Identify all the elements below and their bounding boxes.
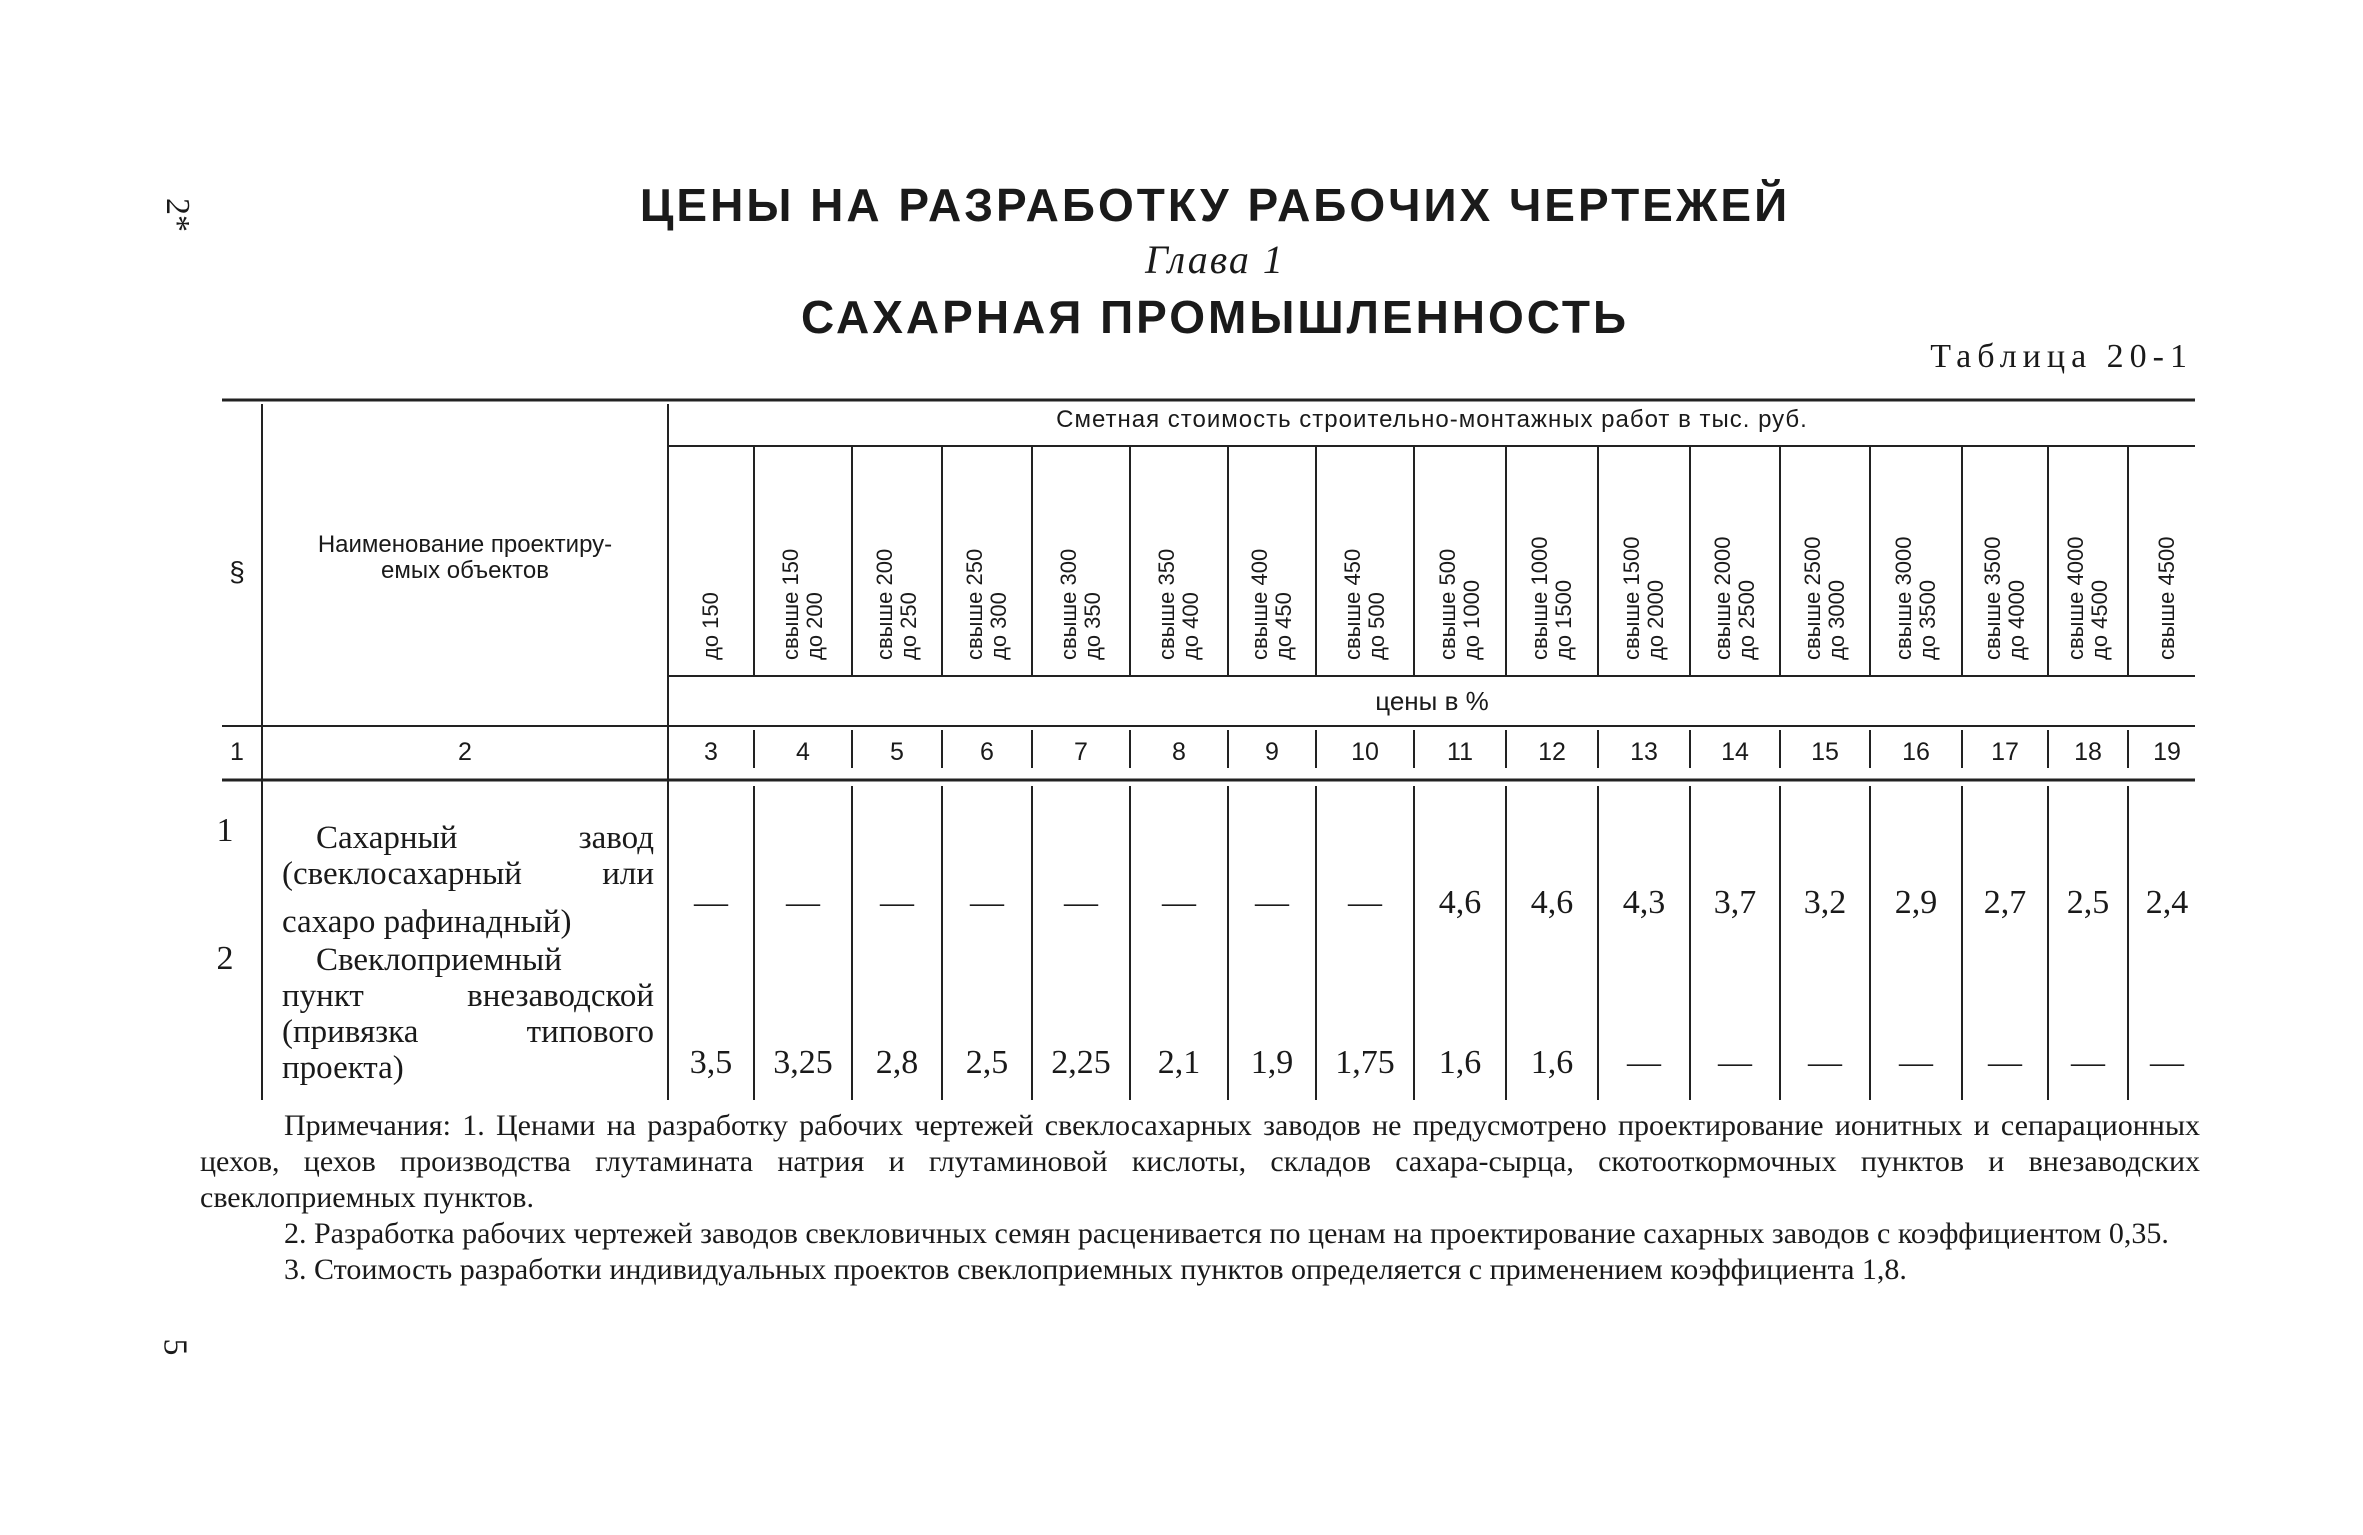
price-value: — [2071, 1044, 2105, 1081]
price-value: — [1064, 884, 1098, 921]
note-3: 3. Стоимость разработки индивидуальных проектов свеклоприемных пунктов определяется с применением коэффициента 1,8. [284, 1253, 1907, 1286]
object-name-line: сахаро рафинадный) [282, 904, 572, 940]
object-name-line: Сахарный завод [316, 820, 654, 856]
section-symbol-header: § [229, 556, 245, 587]
note-2: 2. Разработка рабочих чертежей заводов свекловичных семян расценивается по ценам на проектирование сахарных заводов с коэффициентом 0,35. [284, 1217, 2169, 1250]
column-number: 4 [796, 738, 810, 766]
price-value: — [880, 884, 914, 921]
price-value: — [1255, 884, 1289, 921]
column-number: 14 [1721, 738, 1749, 766]
price-value: 1,9 [1250, 1044, 1294, 1081]
column-number: 7 [1074, 738, 1088, 766]
price-value: 1,6 [1530, 1044, 1574, 1081]
column-number: 17 [1991, 738, 2019, 766]
page-mark-top: 2* [159, 198, 196, 232]
cost-column-header: свыше 3500 до 4000 [1980, 536, 2029, 660]
price-value: 2,4 [2145, 884, 2189, 921]
cost-column-header: свыше 400 до 450 [1247, 548, 1296, 660]
price-value: 3,5 [689, 1044, 733, 1081]
price-value: 4,6 [1530, 884, 1574, 921]
column-number: 12 [1538, 738, 1566, 766]
object-name-line: Свеклоприемный [316, 942, 562, 978]
price-value: — [786, 884, 820, 921]
price-value: 2,5 [965, 1044, 1009, 1081]
column-number: 1 [230, 738, 244, 766]
row-number: 2 [216, 940, 234, 977]
price-value: — [1162, 884, 1196, 921]
cost-column-header: свыше 250 до 300 [962, 548, 1011, 660]
row-number: 1 [216, 812, 234, 849]
cost-column-header: свыше 1500 до 2000 [1619, 536, 1668, 660]
price-value: 2,9 [1894, 884, 1938, 921]
document-title: ЦЕНЫ НА РАЗРАБОТКУ РАБОЧИХ ЧЕРТЕЖЕЙ [639, 179, 1791, 231]
price-value: — [970, 884, 1004, 921]
cost-column-header: свыше 300 до 350 [1056, 548, 1105, 660]
column-number: 10 [1351, 738, 1379, 766]
price-value: 1,6 [1438, 1044, 1482, 1081]
price-value: 4,3 [1622, 884, 1666, 921]
price-value: — [1899, 1044, 1933, 1081]
price-value: — [1718, 1044, 1752, 1081]
cost-column-header: свыше 1000 до 1500 [1527, 536, 1576, 660]
object-name-line: (свеклосахарный или [282, 856, 654, 892]
price-value: 1,75 [1335, 1044, 1395, 1081]
price-value: 2,5 [2066, 884, 2110, 921]
price-value: — [1627, 1044, 1661, 1081]
cost-column-header: до 150 [698, 592, 723, 660]
column-number: 3 [704, 738, 718, 766]
column-number: 9 [1265, 738, 1279, 766]
page-number: 5 [156, 1338, 194, 1356]
column-number: 2 [458, 738, 472, 766]
cost-column-header: свыше 350 до 400 [1154, 548, 1203, 660]
chapter-heading: Глава 1 [1145, 237, 1285, 282]
price-value: 3,7 [1713, 884, 1757, 921]
cost-column-header: свыше 200 до 250 [872, 548, 921, 660]
column-number: 15 [1811, 738, 1839, 766]
cost-column-header: свыше 4000 до 4500 [2063, 536, 2112, 660]
price-value: 4,6 [1438, 884, 1482, 921]
price-value: — [1808, 1044, 1842, 1081]
price-value: — [694, 884, 728, 921]
notes-block [200, 1108, 2200, 1288]
price-value: — [1988, 1044, 2022, 1081]
price-value: — [1348, 884, 1382, 921]
column-number: 16 [1902, 738, 1930, 766]
column-number: 8 [1172, 738, 1186, 766]
column-number: 5 [890, 738, 904, 766]
object-name-header: Наименование проектиру- емых объектов [317, 531, 613, 584]
object-name [282, 820, 654, 940]
price-value: 3,25 [773, 1044, 833, 1081]
price-value: 2,1 [1157, 1044, 1201, 1081]
object-name-line: (привязка типового [282, 1014, 654, 1050]
price-value: 2,25 [1051, 1044, 1111, 1081]
column-number: 19 [2153, 738, 2181, 766]
note-1: Примечания: 1. Ценами на разработку рабочих чертежей свеклосахарных заводов не предусмотрено проектирование ионитных и сепарационных цехов, цехов производства глутамината натрия и глутаминовой кислоты, складов сахара-сырца, скотооткормочных пунктов и внезаводских свеклоприемных пунктов. [200, 1109, 2200, 1214]
cost-column-header: свыше 2500 до 3000 [1800, 536, 1849, 660]
column-number: 18 [2074, 738, 2102, 766]
object-name-line: проекта) [282, 1050, 404, 1086]
cost-column-header: свыше 450 до 500 [1340, 548, 1389, 660]
price-value: 3,2 [1803, 884, 1847, 921]
column-number: 13 [1630, 738, 1658, 766]
column-number: 6 [980, 738, 994, 766]
price-value: 2,7 [1983, 884, 2027, 921]
section-heading: САХАРНАЯ ПРОМЫШЛЕННОСТЬ [800, 291, 1630, 343]
price-value: 2,8 [875, 1044, 919, 1081]
cost-column-header: свыше 150 до 200 [778, 548, 827, 660]
column-number: 11 [1447, 738, 1473, 766]
cost-header: Сметная стоимость строительно-монтажных работ в тыс. руб. [1056, 406, 1808, 433]
price-unit-header: цены в % [1375, 686, 1489, 716]
object-name [282, 942, 654, 1086]
cost-column-header: свыше 500 до 1000 [1435, 548, 1484, 660]
table-number: Таблица 20-1 [1930, 338, 2193, 375]
object-name-line: пункт внезаводской [282, 978, 654, 1014]
cost-column-header: свыше 2000 до 2500 [1710, 536, 1759, 660]
cost-column-header: свыше 3000 до 3500 [1891, 536, 1940, 660]
price-value: — [2150, 1044, 2184, 1081]
cost-column-header: свыше 4500 [2154, 536, 2179, 660]
